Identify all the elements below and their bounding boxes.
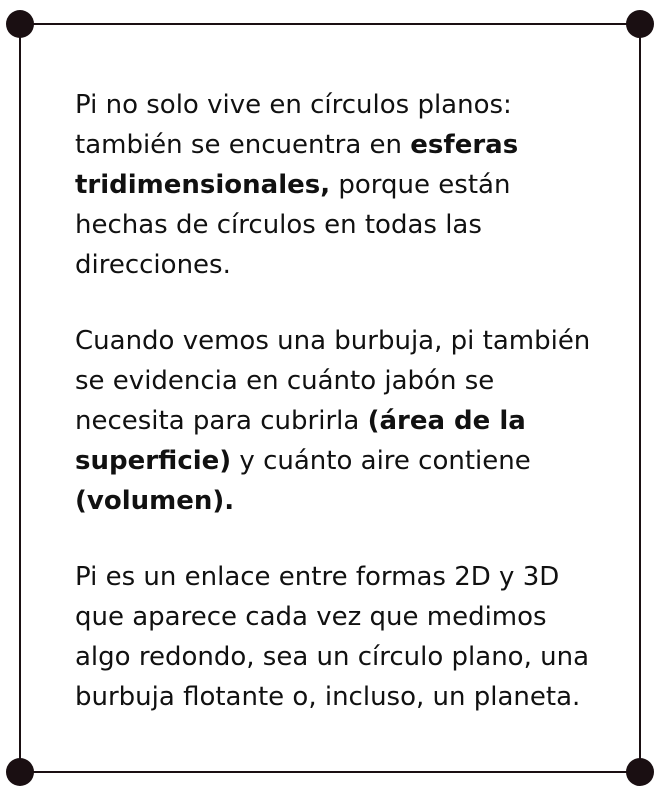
- paragraph-text: y cuánto aire contiene: [231, 446, 531, 476]
- corner-dot-top-right: [626, 10, 654, 38]
- emphasis-text: (área de la superficie): [75, 406, 526, 476]
- paragraph-text: Pi no solo vive en círculos planos: también se encuentra en: [75, 90, 512, 160]
- corner-dot-bottom-left: [6, 758, 34, 786]
- text-content: [75, 85, 595, 717]
- paragraph-text: Pi es un enlace entre formas 2D y 3D que aparece cada vez que medimos algo redondo, sea un círculo plano, una burbuja flotante o, incluso, un planeta.: [75, 562, 590, 712]
- paragraph-link-2d-3d: [75, 557, 595, 717]
- paragraph-spheres: [75, 85, 595, 285]
- emphasis-text: esferas tridimensionales,: [75, 130, 519, 200]
- corner-dot-bottom-right: [626, 758, 654, 786]
- emphasis-text: (volumen).: [75, 486, 235, 516]
- corner-dot-top-left: [6, 10, 34, 38]
- paragraph-text: Cuando vemos una burbuja, pi también se evidencia en cuánto jabón se necesita para cubrirla: [75, 326, 591, 436]
- paragraph-bubble: [75, 321, 595, 521]
- paragraph-text: porque están hechas de círculos en todas las direcciones.: [75, 170, 511, 280]
